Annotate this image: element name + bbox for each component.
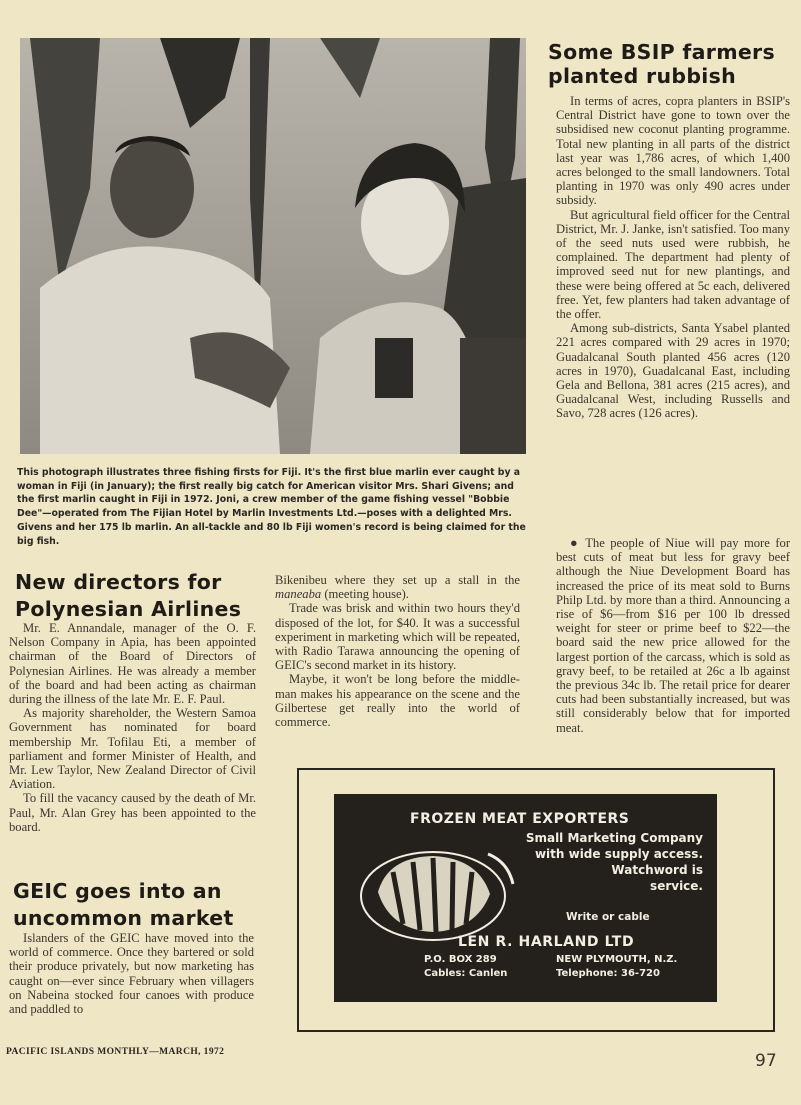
geic-headline-line2: uncommon market — [13, 906, 234, 930]
page-number: 97 — [755, 1051, 777, 1071]
geic-article-part2 — [275, 573, 520, 729]
geic-p2-b: (meeting house). — [321, 587, 409, 602]
niue-text: The people of Niue will pay more for best cuts of meat but less for gravy beef although the Niue Development Board has increased the price of its meat sold to Burns Philp Ltd. by more than a third. Announcing a rise of $6—from $16 per 100 lb dressed weight for steer or prime beef to $22—the board said the new price allowed for the largest portion of the carcass, which is sold as gravy beef, to be retailed at 26c a lb against the previous 34c lb. The retail price for dearer cuts had been substantially increased, but was still considerably below that for imported meat. — [556, 536, 791, 735]
polynesian-paragraph: To fill the vacancy caused by the death of Mr. Paul, Mr. Alan Grey has been appointed to the board. — [9, 791, 256, 834]
photo-illustration — [20, 38, 526, 454]
bullet-icon: ● — [570, 536, 580, 550]
geic-paragraph: Trade was brisk and within two hours they'd disposed of the lot, for $40. It was a successful experiment in marketing which will be repeated, with Radio Tarawa announcing the opening of GEIC's second market in its history. — [275, 601, 520, 673]
bsip-paragraph: Among sub-districts, Santa Ysabel planted 221 acres compared with 29 acres in 1970; Guadalcanal South planted 456 acres (120 acres in 1970), Guadalcanal East, including Gela and Bellona, 381 acres (215 acres), and Guadalcanal West, including Russells and Savo, 728 acres (126 acres). — [556, 321, 790, 421]
bsip-paragraph: But agricultural field officer for the Central District, Mr. J. Janke, isn't satisfied. Too many of the seed nuts used were rubbish, he complained. The department had plenty of improved seed nut for new plantings, and these were being offered at 5c each, delivered free. Yet, few planters had taken advantage of the offer. — [556, 207, 790, 322]
marlin-photo — [20, 38, 526, 454]
bsip-headline — [548, 40, 788, 88]
polynesian-article — [9, 621, 256, 834]
ad-line3: with wide supply access. — [534, 847, 703, 861]
geic-paragraph — [275, 573, 520, 601]
geic-p2-a: Bikenibeu where they set up a stall in the — [275, 573, 520, 587]
bsip-headline-line2: planted rubbish — [548, 64, 737, 88]
ad-phone: Telephone: 36-720 — [556, 968, 660, 979]
bsip-paragraph: In terms of acres, copra planters in BSIP's Central District have gone to town over the subsidised new coconut planting programme. Total new planting in all parts of the district last year was 1,786 acres, of which 1,400 acres belonged to the small landowners. Total planting in 1970 was only 490 acres under subsidy. — [556, 94, 790, 208]
ad-line1: FROZEN MEAT EXPORTERS — [410, 811, 630, 827]
geic-headline — [13, 878, 263, 932]
bsip-headline-line1: Some BSIP farmers — [548, 40, 775, 64]
geic-article-part1 — [9, 931, 254, 1016]
polynesian-headline-line2: Polynesian Airlines — [15, 597, 242, 621]
ad-line5: service. — [650, 879, 703, 893]
page-footer: PACIFIC ISLANDS MONTHLY—MARCH, 1972 — [6, 1047, 225, 1057]
geic-headline-line1: GEIC goes into an — [13, 879, 222, 903]
bsip-article — [556, 94, 790, 421]
photo-caption: This photograph illustrates three fishing firsts for Fiji. It's the first blue marlin ever caught by a woman in Fiji (in January); the first really big catch for American visitor Mrs. Shari Givens; and the first marlin caught in Fiji in 1972. Joni, a crew member of the game fishing vessel "Bobbie Dee"—operated from The Fijian Hotel by Marlin Investments Ltd.—poses with a delighted Mrs. Givens and her 175 lb marlin. An all-tackle and 80 lb Fiji women's record is being claimed for the big fish. — [17, 467, 526, 547]
geic-paragraph: Islanders of the GEIC have moved into the world of commerce. Once they bartered or sold their produce privately, but now marketing has caught on—ever since February when villagers on Nabeina stocked four canoes with produce and paddled to — [9, 931, 254, 1017]
polynesian-headline — [15, 569, 265, 623]
frozen-meat-ad — [334, 794, 717, 1002]
geic-p2-em: maneaba — [275, 587, 322, 602]
polynesian-paragraph: As majority shareholder, the Western Samoa Government has nominated for board membership Mr. Tofilau Eti, a member of parliament and former Minister of Health, and Mr. Lew Taylor, New Zealand Director of Civil Aviation. — [9, 706, 256, 792]
ad-cables: Cables: Canlen — [424, 968, 508, 979]
niue-article — [556, 536, 790, 735]
ad-company: LEN R. HARLAND LTD — [458, 934, 635, 950]
ad-po-box: P.O. BOX 289 — [424, 954, 497, 965]
ad-line6: Write or cable — [566, 911, 650, 923]
ad-city: NEW PLYMOUTH, N.Z. — [556, 954, 678, 965]
ad-line4: Watchword is — [611, 863, 703, 877]
polynesian-headline-line1: New directors for — [15, 570, 222, 594]
ad-line2: Small Marketing Company — [525, 831, 703, 845]
niue-paragraph — [556, 536, 790, 735]
meat-carcass-icon — [348, 832, 518, 948]
polynesian-paragraph: Mr. E. Annandale, manager of the O. F. Nelson Company in Apia, has been appointed chairman of the Board of Directors of Polynesian Airlines. He was already a member of the board and had been acting as chairman during the illness of the late Mr. E. F. Paul. — [9, 621, 256, 707]
geic-paragraph: Maybe, it won't be long before the middle-man makes his appearance on the scene and the Gilbertese get really into the world of commerce. — [275, 672, 520, 730]
